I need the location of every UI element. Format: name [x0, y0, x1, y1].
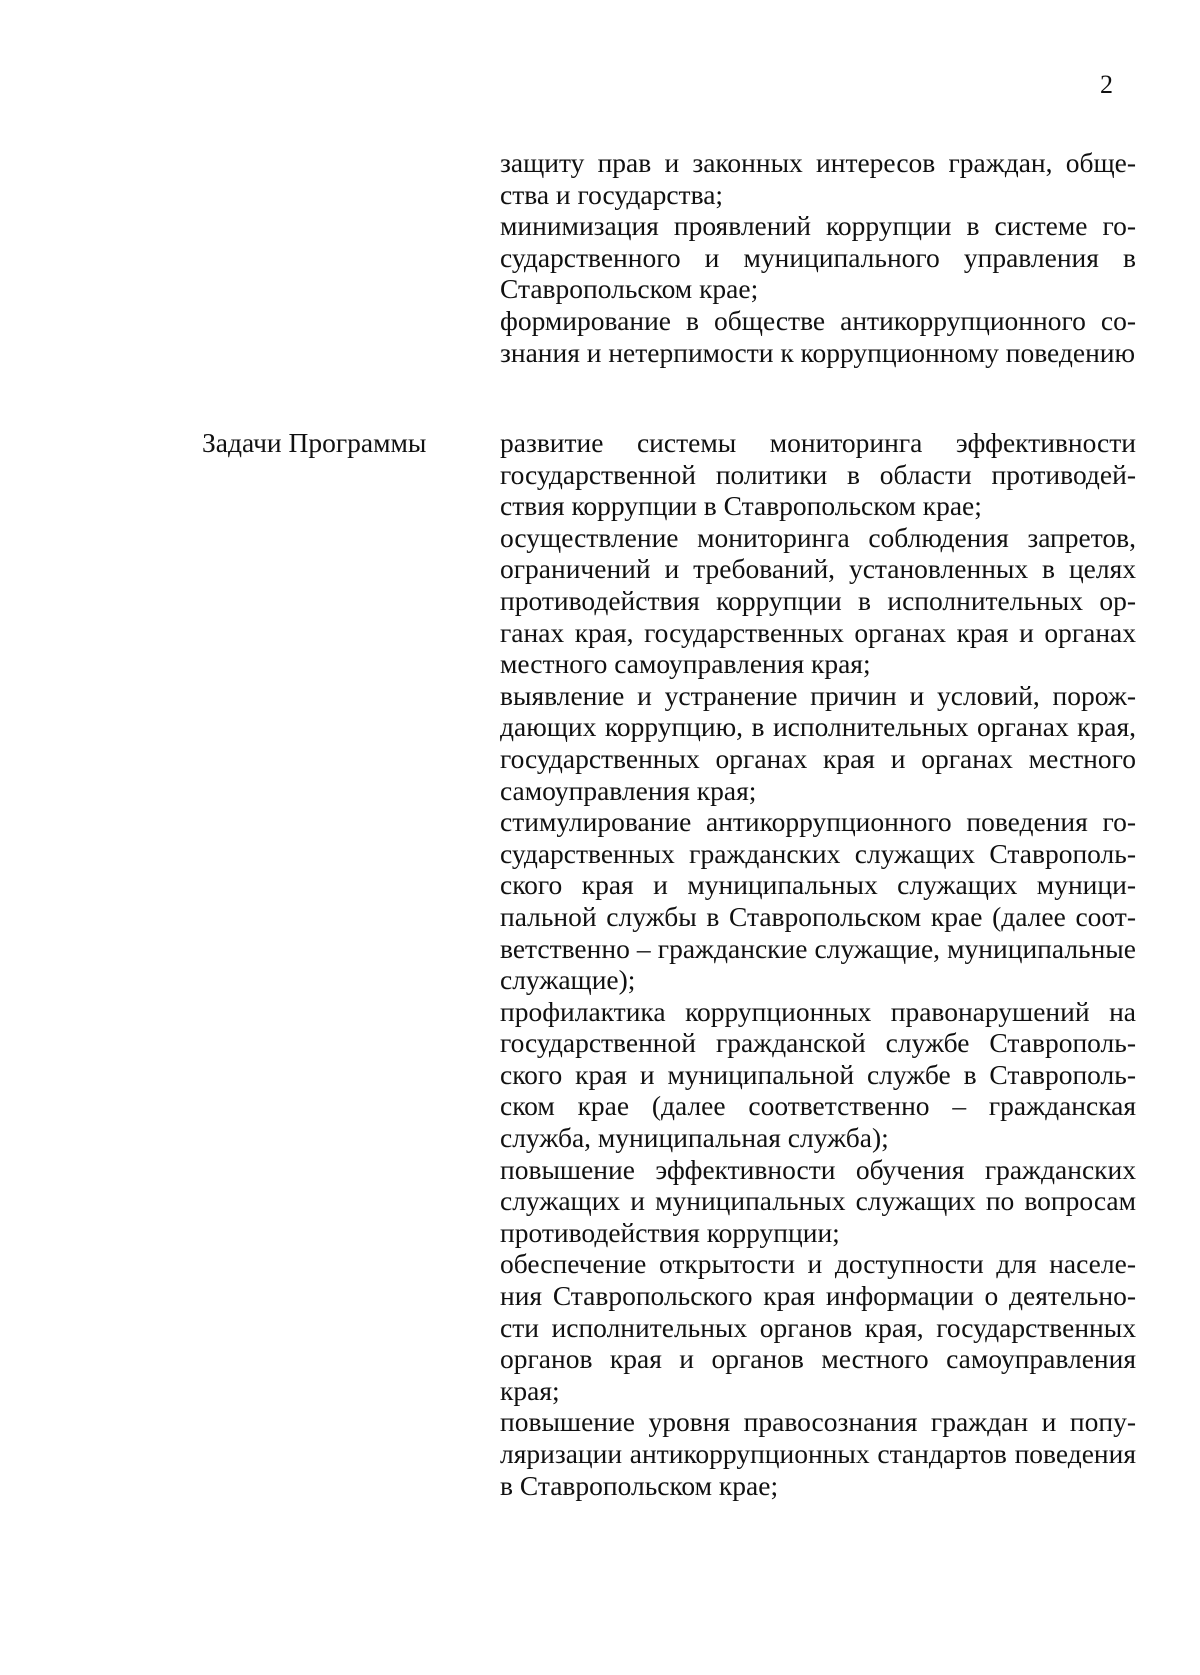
goal-item: защиту прав и законных интересов граждан, общества и государства;	[500, 147, 1136, 210]
task-item: выявление и устранение причин и условий, порождающих коррупцию, в исполнительных органах края, государственных органах края и органах местного самоуправления края;	[500, 679, 1136, 806]
task-item: профилактика коррупционных правонарушений на государственной гражданской службе Ставропольского края и муниципальной службе в Ставропольском крае (далее соответственно – гражданская служба, муниципальная служба);	[500, 995, 1136, 1154]
task-item: обеспечение открытости и доступности для населения Ставропольского края информации о деятельности исполнительных органов края, государственных органов края и органов местного самоуправления края;	[500, 1248, 1136, 1406]
task-item: повышение уровня правосознания граждан и популяризации антикоррупционных стандартов поведения в Ставропольском крае;	[500, 1406, 1136, 1501]
page-number: 2	[1100, 70, 1113, 99]
tasks-section-label: Задачи Программы	[202, 427, 427, 458]
task-item: стимулирование антикоррупционного поведения государственных гражданских служащих Ставропольского края и муниципальных служащих муниципальной службы в Ставропольском крае (далее соответственно – гражданские служащие, муниципальные служащие);	[500, 806, 1136, 996]
goal-item: минимизация проявлений коррупции в системе государственного и муниципального управления в Ставропольском крае;	[500, 210, 1136, 305]
goals-continuation	[500, 147, 1136, 368]
task-item: осуществление мониторинга соблюдения запретов, ограничений и требований, установленных в целях противодействия коррупции в исполнительных органах края, государственных органах края и органах местного самоуправления края;	[500, 521, 1136, 680]
tasks-list	[500, 427, 1136, 1501]
task-item: повышение эффективности обучения гражданских служащих и муниципальных служащих по вопросам противодействия коррупции;	[500, 1153, 1136, 1248]
task-item: развитие системы мониторинга эффективности государственной политики в области противодействия коррупции в Ставропольском крае;	[500, 427, 1136, 522]
goal-item: формирование в обществе антикоррупционного сознания и нетерпимости к коррупционному поведению	[500, 304, 1136, 368]
